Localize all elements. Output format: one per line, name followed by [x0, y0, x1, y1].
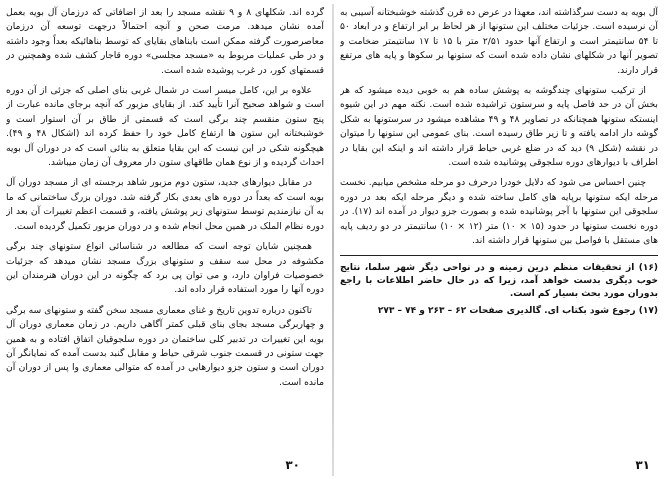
left-paragraph-2: علاوه بر این، کامل میسر است در شمال غربی بنای اصلی که جزئی از آن دوره است و شواهد صحیح آنرا تأیید کند. از بقایای مزبور که آنچه برجای مانده عبارت از پنج ستون منقسم چند برگی است که قسمتی از طاق بر آن استوار است و خوشبختانه این ستون ها ارتفاع کامل خود را حفظ کرده اند (اشکال ۴۸ و ۴۹). هیچگونه شکی در این نیست که این بقایا متعلق به بنائی است که در دوران آل بویه احداث گردیده و از نوع همان طاقهای ستون دار معروف آن زمان میباشد. [6, 85, 324, 169]
footnote-divider [340, 255, 658, 256]
book-gutter [332, 4, 334, 476]
left-page-number: ۳۰ [285, 458, 300, 472]
left-paragraph-4: همچنین شایان توجه است که مطالعه در شناسائی انواع ستونهای چند برگی مکشوفه در محل سه سقف و ستونهای بزرگ مسجد نشان میدهد که جزئیات خصوصیات فراوان دارد، و می توان پی برد که چگونه در این دوران هنرمندان این دوره آنها را مورد استفاده قرار داده اند. [6, 241, 324, 296]
footnote-16: (۱۶) از تحقیقات منظم درین زمینه و در نواحی دیگر شهر سلما، نتایج خوب دیگری بدست خواهد آمد، زیرا که در حال حاضر اطلاعات با راجع بدوران مورد بحث بسیار کم است. [340, 262, 658, 299]
right-paragraph-1: آل بویه به دست سرگذاشته اند، معهذا در عرض ده قرن گذشته خوشبختانه آسیبی به آن نرسیده است. جزئیات مختلف این ستونها از هر لحاظ بر ابر ارتفاع و در ابعاد ۵۰ تا ۵۴ سانتیمتر است و ارتفاع آنها حدود ۲/۵۱ متر با ۱۵ تا ۱۷ سانتیمتر ضخامت و تصویر آنها در شکلهای نشان داده شده است که ستونها بر سکوها و پایه های مرتفع قرار دارند. [340, 7, 658, 76]
left-page [6, 6, 324, 474]
footnote-17: (۱۷) رجوع شود بکتاب ای. گالدیری صفحات ۶۲ – ۲۶۳ و ۷۴ – ۲۷۳ [377, 305, 658, 316]
right-paragraph-3: چنین احساس می شود که دلایل خودرا درحرف دو مرحله مشخص میابیم. نخست مرحله ایکه ستونها برپایه های کامل ساخته شده و دیگر مرحله ایکه بعد در دوره سلجوقی این ستونها با آجر پوشانیده شده و بصورت جزو دیوار در آمده اند (۱۷). در دوره نخست ستونها در حدود (۱۵ × ۱۰) متر (۱۲ × ۱۰) سانتیمتر در دو ردیف پایه های مستقل با فواصل بین ستونها قرار داشته اند. [340, 177, 658, 247]
left-paragraph-5: تاکنون درباره تدوین تاریخ و غنای معماری مسجد سخن گفته و ستونهای سه برگی و چهاربرگی مسجد بجای بنای قبلی کمتر آگاهی داریم. در زمان معماری دوران آل بویه این تغییرات در تدبیر کلی ساختمان در دوره سلجوقیان اتفاق افتاده و به همین جهت ستونی در قسمت جنوب شرقی حیاط و مقابل گنبد بدست آمده که نمایانگر آن دوران است و ستون جزو دیوارهایی در آمده که متوالی معماری وا پس از دوران آن مانده است. [6, 304, 324, 388]
left-paragraph-3: در مقابل دیوارهای جدید، ستون دوم مزبور شاهد برجسته ای از مسجد دوران آل بویه است که بعداً در دوره های بعدی بکار گرفته شد. دوران بزرگ ساختمانی که ما به آن نیازمندیم توسط ستونهای زیر پوشش یافته، و قسمت اعظم تغییرات آن بعد از دوره نظام الملک در همین محل انجام شده و در دوران مزبور تکمیل گردیده است. [6, 177, 324, 232]
right-page [340, 6, 658, 474]
left-paragraph-1: گرده اند. شکلهای ۸ و ۹ نقشه مسجد را بعد از اضافاتی که درزمان آل بویه بعمل آمده نشان میدهد. مرمت صحن و آنچه احتمالاً درجهت توسعه آن درزمان معاصرصورت گرفته ممکن است بابناهای بقایای که توسط بناهائیکه بعداً وجود داشته و در طی عملیات مربوط به «مسجد مجلسی» دوره قاجار کشف شده وهمچنین در قسمتهای کور، در غرب پوشیده شده است. [6, 7, 324, 76]
right-page-number: ۳۱ [635, 458, 650, 472]
right-paragraph-2: از ترکیب ستونهای چندگوشه به پوشش ساده هم به خوبی دیده میشود که هر بخش آن در حد فاصل پایه و سرستون تراشیده شده است. نکته مهم در این شیوه اینستکه ستونها همچنانکه در تصاویر ۴۸ و ۴۹ مشاهده میشود در سرستونها به شکل گوشه دار ادامه یافته و تا زیر طاق رسیده است. بنای عمومی این ستونها را میتوان در نقشه (شکل ۹) دید که در ضلع غربی حیاط قرار داشته اند و اینکه این بقایا در اطراف با دیوارهای دوره سلجوقی پوشانیده شده است. [340, 85, 658, 169]
